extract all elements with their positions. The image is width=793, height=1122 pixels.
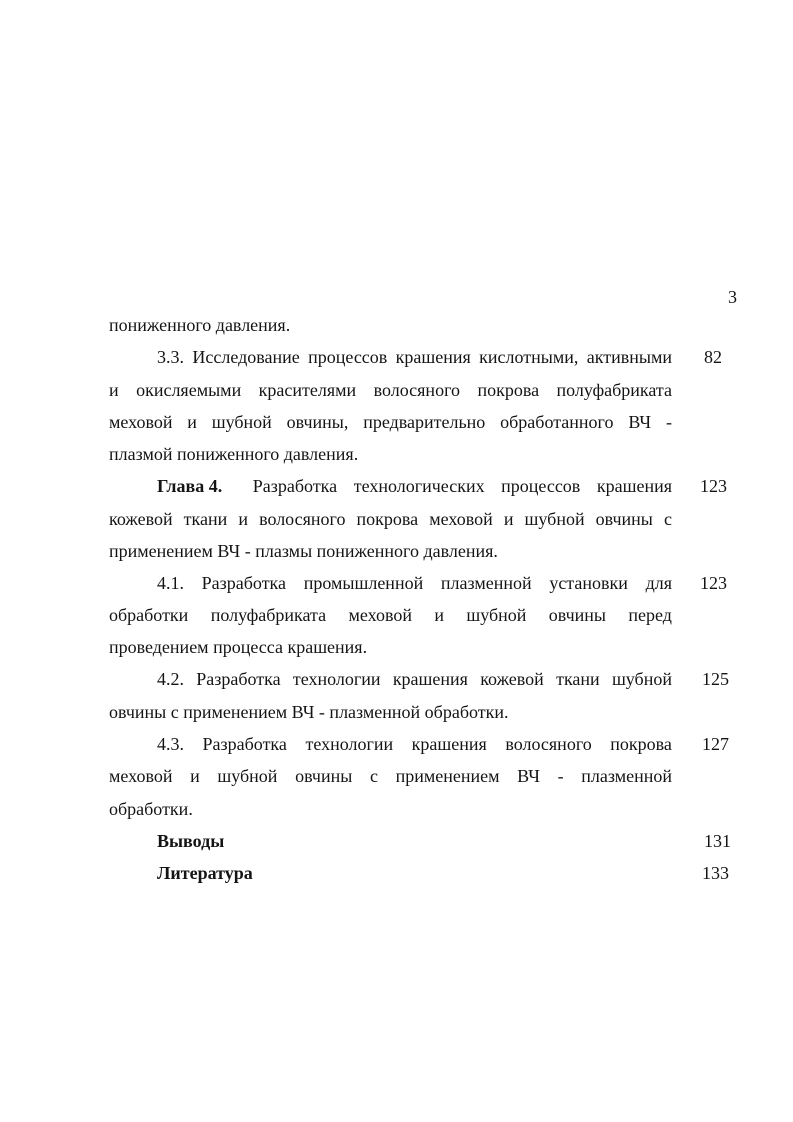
word: полуфабриката xyxy=(556,380,672,400)
word: процессов xyxy=(308,347,388,367)
toc-entry-4-2-line-1 xyxy=(157,667,672,691)
word: шубной xyxy=(466,605,527,625)
word: 3.3. xyxy=(157,347,184,367)
word: Разработка xyxy=(202,734,287,754)
word: предварительно xyxy=(363,412,486,432)
toc-entry-4-2-line-2 xyxy=(109,700,508,724)
chapter-label: Глава 4. xyxy=(157,476,223,496)
word: Исследование xyxy=(192,347,300,367)
word: крашения xyxy=(596,476,672,496)
toc-entry-3-3-line-1 xyxy=(157,345,672,369)
word: окисляемыми xyxy=(136,380,242,400)
word: применением xyxy=(395,766,500,786)
text: обработки. xyxy=(109,799,193,819)
word: волосяного xyxy=(373,380,460,400)
toc-chapter-4-line-2 xyxy=(109,507,672,531)
word: и xyxy=(190,766,200,786)
word: процессов xyxy=(501,476,581,496)
word: волосяного xyxy=(505,734,592,754)
word: полуфабриката xyxy=(210,605,327,625)
word: - xyxy=(557,766,564,786)
word: 4.3. xyxy=(157,734,184,754)
word: покрова xyxy=(356,509,419,529)
word: - xyxy=(665,412,672,432)
toc-entry-conclusions: Выводы xyxy=(157,831,225,851)
word: с xyxy=(369,766,378,786)
toc-entry-4-1-line-2 xyxy=(109,603,672,627)
word: ВЧ xyxy=(628,412,652,432)
word: активными xyxy=(586,347,672,367)
word: и xyxy=(434,605,444,625)
word: 4.1. xyxy=(157,573,184,593)
word: крашения xyxy=(392,669,468,689)
toc-entry-4-1-line-1 xyxy=(157,571,672,595)
word: меховой xyxy=(109,766,173,786)
word: крашения xyxy=(395,347,471,367)
toc-page-ref-conclusions: 131 xyxy=(704,831,731,851)
word: для xyxy=(645,573,672,593)
page-number: 3 xyxy=(728,287,737,307)
word: шубной xyxy=(211,412,272,432)
word: технологии xyxy=(305,734,394,754)
word: овчины xyxy=(595,509,653,529)
toc-entry-4-3-line-2 xyxy=(109,764,672,788)
toc-page-ref-4-2: 125 xyxy=(702,669,729,689)
word: овчины, xyxy=(286,412,349,432)
word: красителями xyxy=(258,380,357,400)
word: обработки xyxy=(109,605,189,625)
word: крашения xyxy=(411,734,487,754)
toc-entry-3-3-line-3 xyxy=(109,410,672,434)
text: плазмой пониженного давления. xyxy=(109,444,359,464)
word: покрова xyxy=(610,734,672,754)
toc-entry-3-3-line-2 xyxy=(109,378,672,402)
toc-entry-4-3-line-3 xyxy=(109,797,193,821)
word: и xyxy=(503,509,514,529)
word: промышленной xyxy=(303,573,424,593)
word: Разработка xyxy=(252,476,338,496)
toc-entry-4-1-line-3 xyxy=(109,635,367,659)
word: ВЧ xyxy=(517,766,540,786)
text: овчины с применением ВЧ - плазменной обработки. xyxy=(109,702,509,722)
word: и xyxy=(187,412,197,432)
word: с xyxy=(663,509,672,529)
toc-page-ref-4-1: 123 xyxy=(700,573,727,593)
word: меховой xyxy=(429,509,493,529)
toc-page-ref-4-3: 127 xyxy=(702,734,729,754)
word: перед xyxy=(628,605,672,625)
toc-entry-3-3-line-4 xyxy=(109,442,358,466)
word: ткани xyxy=(556,669,600,689)
word: шубной xyxy=(524,509,585,529)
word: меховой xyxy=(109,412,173,432)
word: установки xyxy=(549,573,628,593)
word: ткани xyxy=(183,509,228,529)
toc-page-ref-chapter-4: 123 xyxy=(700,476,727,496)
toc-chapter-4-line-3 xyxy=(109,539,498,563)
word: Разработка xyxy=(196,669,281,689)
word: Разработка xyxy=(201,573,287,593)
word: меховой xyxy=(348,605,412,625)
word: плазменной xyxy=(440,573,532,593)
word: покрова xyxy=(477,380,540,400)
word: кожевой xyxy=(109,509,173,529)
toc-line-continuation xyxy=(109,313,290,337)
toc-entry-4-3-line-1 xyxy=(157,732,672,756)
word: 4.2. xyxy=(157,669,184,689)
word: плазменной xyxy=(581,766,672,786)
word: технологических xyxy=(353,476,485,496)
text: пониженного давления. xyxy=(109,315,291,335)
word: и xyxy=(109,380,119,400)
word: обработанного xyxy=(500,412,614,432)
toc-chapter-4-line-1 xyxy=(157,474,672,498)
text: проведением процесса крашения. xyxy=(109,637,368,657)
word: шубной xyxy=(611,669,672,689)
word: кожевой xyxy=(480,669,544,689)
toc-page-ref-3-3: 82 xyxy=(704,347,722,367)
toc-entry-literature: Литература xyxy=(157,863,253,883)
word: технологии xyxy=(292,669,381,689)
word: овчины xyxy=(548,605,607,625)
toc-page-ref-literature: 133 xyxy=(702,863,729,883)
word: и xyxy=(238,509,248,529)
word: овчины xyxy=(295,766,353,786)
word: кислотными, xyxy=(479,347,579,367)
text: применением ВЧ - плазмы пониженного давления. xyxy=(109,541,498,561)
word: волосяного xyxy=(259,509,346,529)
word: шубной xyxy=(217,766,278,786)
